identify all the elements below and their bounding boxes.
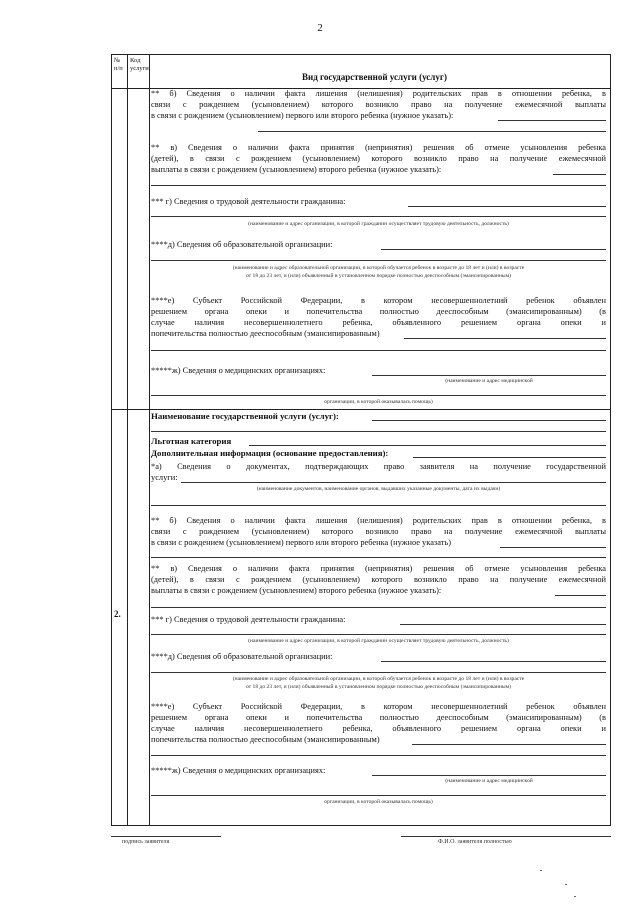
signature-caption: подпись заявителя — [122, 839, 170, 845]
r2-g-fill2 — [151, 634, 606, 635]
r2-b-fill — [500, 547, 606, 548]
r2-b-line2: связи с рождением (усыновлением) которого возникло право на получение ежемесячной выплаты — [151, 527, 606, 536]
r2-e-fill2 — [151, 755, 606, 756]
scan-speck — [565, 884, 567, 885]
r1-b-line1: ** б) Сведения о наличии факта лишения (нелишения) родительских прав в отношении ребенка, в — [151, 89, 606, 98]
r2-g-caption: (наименование и адрес организации, в которой гражданин осуществляет трудовую деятельность, должность) — [248, 638, 509, 644]
r1-zh-caption1: (наименование и адрес медицинской — [445, 378, 533, 384]
r2-a-line1: *а) Сведения о документах, подтверждающих право заявителя на получение государственной — [151, 462, 606, 471]
r1-b-line2: связи с рождением (усыновлением) которого возникло право на получение ежемесячной выплаты — [151, 100, 606, 109]
r2-d-line: ****д) Сведения об образовательной организации: — [151, 652, 333, 661]
r2-b-line3: в связи с рождением (усыновлением) первого или второго ребенка (нужное указать) — [151, 538, 451, 547]
r2-v-line2: (детей), в связи с рождением (усыновлением) которого возникло право на получение ежемесячной — [151, 575, 606, 584]
r1-g-line: *** г) Сведения о трудовой деятельности гражданина: — [151, 197, 346, 206]
column-divider — [127, 55, 128, 825]
r1-g-fill2 — [151, 216, 606, 217]
r1-b-fill2 — [258, 131, 606, 132]
r2-a-line2: услуги: — [151, 473, 178, 482]
r1-d-caption2: от 18 до 23 лет, и (или) объявленный в установленном порядке полностью дееспособным (эмансипированным) — [245, 273, 512, 279]
r2-a-fill2 — [151, 505, 606, 506]
r2-zh-caption2: организации, в которой оказывалась помощь) — [324, 799, 433, 805]
r2-e-line2: решением органа опеки и попечительства полностью дееспособным (эмансипированным) (в — [151, 713, 606, 722]
r2-v-fill — [555, 595, 606, 596]
row-2-number: 2. — [114, 609, 121, 619]
signature-line — [111, 836, 221, 837]
r1-zh-caption2: организации, в которой оказывалась помощь) — [324, 399, 433, 405]
r1-e-fill — [404, 338, 606, 339]
r2-zh-line: *****ж) Сведения о медицинских организациях: — [151, 766, 326, 775]
r1-d-fill — [381, 249, 606, 250]
r1-v-fill — [553, 174, 606, 175]
r2-e-line4: попечительства полностью дееспособным (эмансипированным) — [151, 735, 380, 744]
r1-d-fill2 — [151, 260, 606, 261]
r1-zh-fill — [372, 375, 606, 376]
scan-speck — [574, 896, 576, 897]
r2-zh-fill2 — [151, 795, 606, 796]
r2-v-line3: выплаты в связи с рождением (усыновлением) второго ребенка (нужное указать): — [151, 586, 442, 595]
r2-e-line1: ****е) Субъект Российской Федерации, в котором несовершеннолетний ребенок объявлен — [151, 702, 606, 711]
r2-service-fill — [372, 420, 606, 421]
page-number: 2 — [317, 22, 323, 34]
r1-b-line3: в связи с рождением (усыновлением) первого или второго ребенка (нужное указать): — [151, 111, 454, 120]
r2-d-caption1: (наименование и адрес образовательной организации, в которой обучается ребенок в возрасте до 18 лет и (или) в возрасте — [232, 676, 525, 682]
header-code: Код услуги — [130, 57, 149, 72]
r2-service-name: Наименование государственной услуги (услуг): — [151, 411, 339, 421]
r2-v-fill2 — [151, 607, 606, 608]
full-name-caption: Ф.И.О. заявителя полностью — [438, 839, 512, 845]
header-num: № п/п — [114, 57, 123, 72]
r2-b-fill2 — [151, 557, 606, 558]
r2-d-caption2: от 18 до 23 лет, и (или) объявленный в установленном порядке полностью дееспособным (эмансипированным) — [245, 684, 512, 690]
r1-v-fill2 — [151, 185, 606, 186]
r2-e-line3: случае наличия несовершеннолетнего ребенка, объявленного решением органа опеки и — [151, 724, 606, 733]
r2-a-caption: (наименование документов, наименование органов, выдавших указанные документы, дата их выдачи) — [256, 486, 501, 492]
r2-g-fill — [400, 624, 606, 625]
r1-v-line1: ** в) Сведения о наличии факта принятия (непринятия) решения об отмене усыновления ребенка — [151, 143, 606, 152]
r2-benefit-fill — [249, 445, 606, 446]
r2-b-line1: ** б) Сведения о наличии факта лишения (нелишения) родительских прав в отношении ребенка, в — [151, 516, 606, 525]
r2-d-fill — [381, 661, 606, 662]
r2-g-line: *** г) Сведения о трудовой деятельности гражданина: — [151, 615, 346, 624]
scan-speck — [540, 870, 542, 871]
r2-zh-fill — [372, 775, 606, 776]
r2-v-line1: ** в) Сведения о наличии факта принятия (непринятия) решения об отмене усыновления ребенка — [151, 564, 606, 573]
r1-v-line2: (детей), в связи с рождением (усыновлением) которого возникло право на получение ежемесячной — [151, 154, 606, 163]
r1-v-line3: выплаты в связи с рождением (усыновлением) второго ребенка (нужное указать): — [151, 165, 442, 174]
r1-e-fill2 — [151, 350, 606, 351]
r1-d-caption1: (наименование и адрес образовательной организации, в которой обучается ребенок в возрасте до 18 лет и (или) в возрасте — [232, 265, 525, 271]
r1-e-line3: случае наличия несовершеннолетнего ребенка, объявленного решением органа опеки и — [151, 318, 606, 327]
r1-e-line4: попечительства полностью дееспособным (эмансипированным) — [151, 329, 380, 338]
r1-e-line2: решением органа опеки и попечительства полностью дееспособным (эмансипированным) (в — [151, 307, 606, 316]
r2-benefit-category: Льготная категория — [151, 436, 232, 446]
r1-g-fill — [408, 206, 606, 207]
column-divider — [149, 55, 150, 825]
r1-b-fill — [498, 120, 606, 121]
r2-additional-fill — [413, 457, 606, 458]
r1-zh-fill2 — [151, 395, 606, 396]
header-service: Вид государственной услуги (услуг) — [302, 72, 447, 82]
r2-a-fill — [181, 482, 606, 483]
r1-zh-line: *****ж) Сведения о медицинских организациях: — [151, 366, 326, 375]
r1-g-caption: (наименование и адрес организации, в которой гражданин осуществляет трудовую деятельность, должность) — [248, 221, 509, 227]
r1-e-line1: ****е) Субъект Российской Федерации, в котором несовершеннолетний ребенок объявлен — [151, 296, 606, 305]
r2-d-fill2 — [151, 672, 606, 673]
r2-e-fill — [412, 744, 606, 745]
r2-service-fill2 — [151, 431, 606, 432]
r2-additional-info: Дополнительная информация (основание предоставления): — [151, 448, 389, 458]
r2-zh-caption1: (наименование и адрес медицинской — [445, 778, 533, 784]
r1-d-line: ****д) Сведения об образовательной организации: — [151, 240, 333, 249]
row-divider — [112, 409, 610, 410]
full-name-line — [401, 836, 611, 837]
